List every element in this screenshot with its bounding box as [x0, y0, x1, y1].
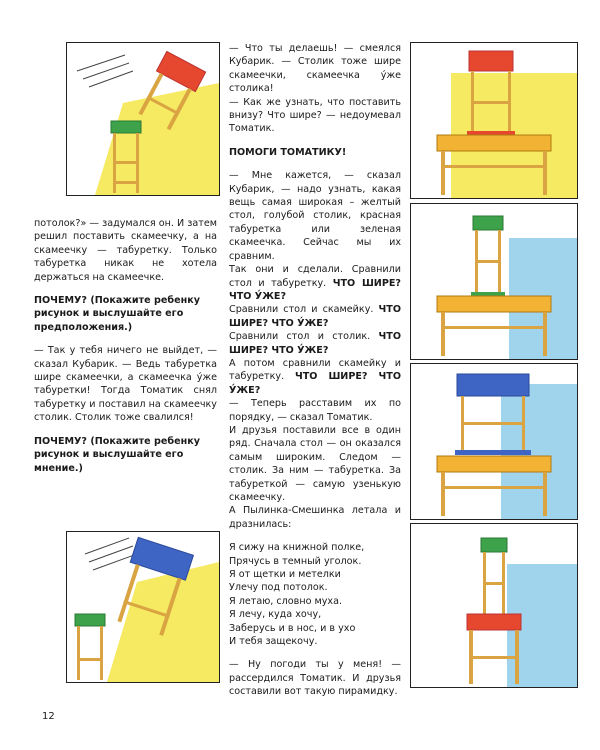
left-paragraph-dialog: — Так у тебя ничего не выйдет, — сказал Кубарик. — Ведь табуретка шире скамеечки, а скамеечка у́же табуретки! Тогда Томатик снял табуретку и поставил на скамеечку столик. Столик тоже свалился! — [34, 345, 217, 424]
mid-paragraph-2: — Как же узнать, что поставить внизу? Что шире? — недоумевал Томатик. — [229, 96, 401, 135]
table-and-bench-drawing — [411, 204, 577, 359]
mid-paragraph-8: — Теперь расставим их по порядку, — сказал Томатик. — [229, 398, 401, 423]
left-text-column — [34, 217, 217, 475]
question-compare-4: ЧТО ШИРЕ? ЧТО У́ЖЕ? — [229, 371, 401, 396]
motion-lines — [85, 538, 137, 570]
question-why-1: ПОЧЕМУ? (Покажите ребенку рисунок и выслушайте его предположения.) — [34, 295, 200, 333]
illustration-stool-falling — [66, 42, 220, 196]
mid-paragraph-6 — [229, 330, 401, 357]
green-bench — [75, 614, 105, 680]
poem-line: И тебя защекочу. — [229, 636, 318, 648]
mid-paragraph-7 — [229, 357, 401, 397]
mid-p6-text: Сравнили стол и столик. — [229, 331, 371, 343]
poem-line: Улечу под потолок. — [229, 582, 328, 594]
table-and-stool-drawing — [411, 43, 577, 198]
mid-paragraph-1: — Что ты делаешь! — смеялся Кубарик. — Столик тоже шире скамеечки, скамеечка у́же столика! — [229, 43, 401, 95]
mid-paragraph-10: А Пылинка-Смешинка летала и дразнилась: — [229, 505, 401, 530]
mid-paragraph-5 — [229, 303, 401, 330]
stool-falling-drawing — [67, 43, 219, 195]
question-why-2: ПОЧЕМУ? (Покажите ребенку рисунок и выслушайте его мнение.) — [34, 435, 200, 474]
mid-paragraph-4 — [229, 263, 401, 303]
illustration-table-falling — [66, 531, 220, 683]
comparison-table-and-bench — [410, 203, 578, 360]
table-falling-drawing — [67, 532, 219, 682]
middle-text-column — [229, 42, 401, 699]
green-bench — [481, 538, 507, 614]
mid-paragraph-11: — Ну погоди ты у меня! — рассердился Томатик. И друзья составили вот такую пирамидку. — [229, 659, 401, 698]
poem-line: Я сижу на книжной полке, — [229, 542, 365, 554]
poem-line: Заберусь и в нос, и в ухо — [229, 622, 356, 634]
yellow-wall — [107, 562, 219, 682]
question-compare-3: ЧТО ШИРЕ? ЧТО У́ЖЕ? — [229, 331, 401, 356]
poem-line: Я летаю, словно муха. — [229, 595, 343, 607]
motion-lines — [77, 55, 133, 87]
mid-paragraph-9: И друзья поставили все в один ряд. Сначала стол — он оказался самым широким. Следом — столик. За ним — табуретка. За табуреткой — самую узенькую скамеечку. — [229, 424, 401, 503]
comparison-table-and-small-table — [410, 363, 578, 520]
stool-and-bench-drawing — [411, 524, 577, 687]
poem-line: Я от щетки и метелки — [229, 569, 341, 581]
question-compare-2: ЧТО ШИРЕ? ЧТО У́ЖЕ? — [229, 304, 401, 329]
mid-p5-text: Сравнили стол и скамейку. — [229, 304, 374, 316]
mid-p7-text: А потом сравнили скамейку и табуретку. — [229, 357, 401, 383]
page-number: 12 — [42, 711, 55, 722]
mid-paragraph-3: — Мне кажется, — сказал Кубарик, — надо узнать, какая вещь самая широкая – желтый стол, голубой столик, красная табуретка или зеленая скамеечка. Сейчас мы их сравним. — [229, 170, 401, 262]
comparison-table-and-stool — [410, 42, 578, 199]
mid-p4-text: Так они и сделали. Сравнили стол и табуретку. — [229, 264, 401, 289]
poem-line: Я лечу, куда хочу, — [229, 609, 322, 621]
green-bench — [471, 216, 505, 296]
heading-help-tomatik: ПОМОГИ ТОМАТИКУ! — [229, 146, 347, 158]
poem-line: Прячусь в темный уголок. — [229, 555, 362, 567]
question-compare-1: ЧТО ШИРЕ? ЧТО У́ЖЕ? — [229, 277, 401, 302]
comparison-stool-and-bench — [410, 523, 578, 688]
table-and-small-table-drawing — [411, 364, 577, 519]
left-paragraph-continuation: потолок?» — задумался он. И затем решил поставить скамеечку, а на скамеечку — табуретку. Только табуретка никак не хотела держаться на скамеечке. — [34, 218, 217, 283]
poem — [229, 541, 401, 648]
